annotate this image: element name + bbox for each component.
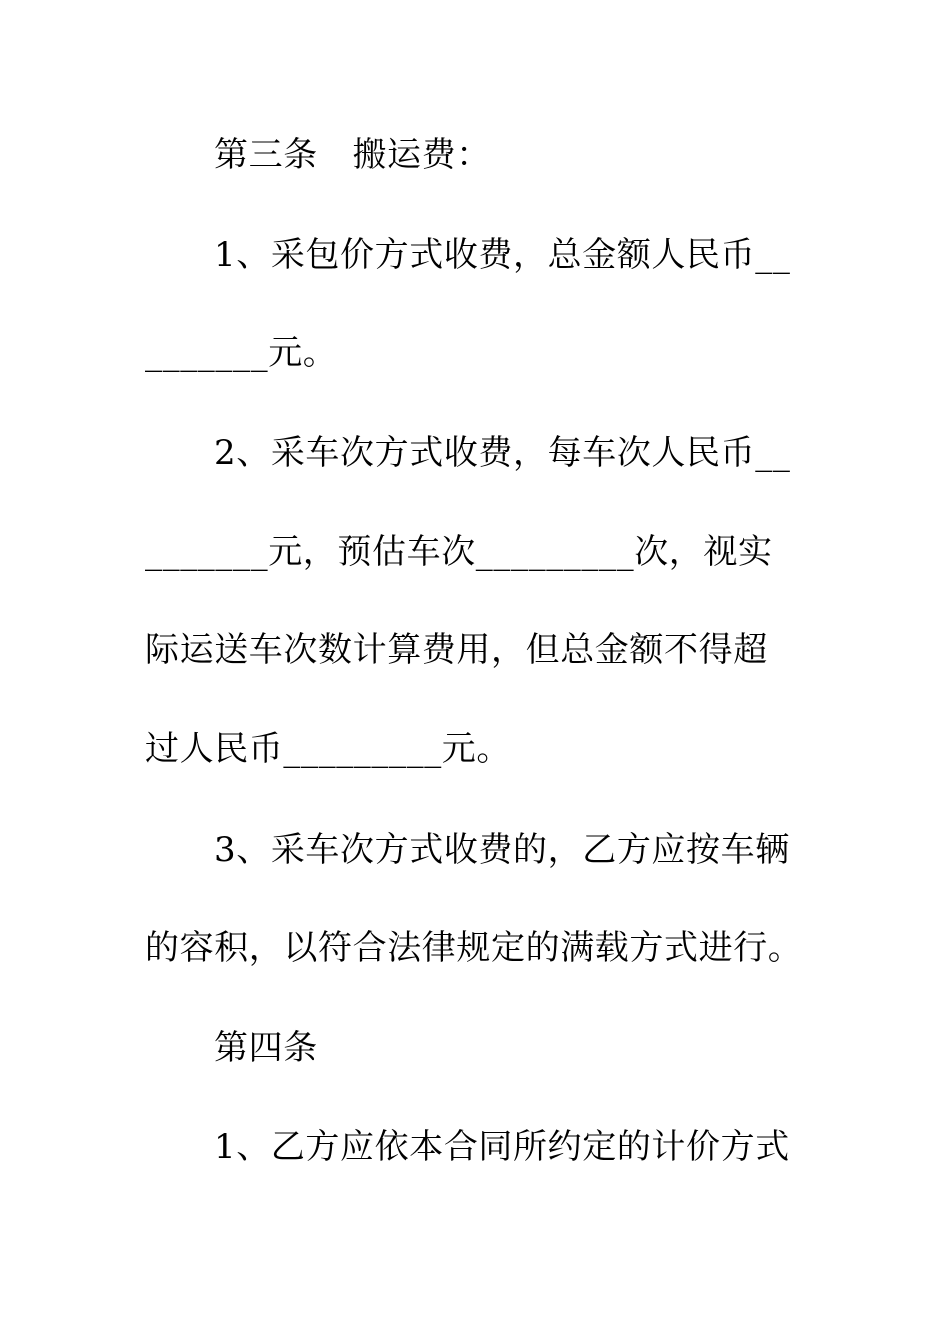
- clause-4-1-line-1: 1、乙方应依本合同所约定的计价方式: [214, 1127, 790, 1167]
- clause-3-3-line-2: 的容积，以符合法律规定的满载方式进行。: [145, 928, 803, 968]
- clause-3-2-line-3: 际运送车次数计算费用，但总金额不得超: [145, 630, 768, 670]
- article-3-heading: 第三条 搬运费：: [214, 135, 491, 175]
- clause-3-2-line-2: _______元，预估车次_________次，视实: [145, 532, 773, 572]
- clause-3-2-line-4: 过人民币_________元。: [145, 729, 511, 769]
- clause-3-1-line-2: _______元。: [145, 333, 338, 373]
- clause-3-2-line-1: 2、采车次方式收费，每车次人民币__: [214, 433, 791, 473]
- clause-3-3-line-1: 3、采车次方式收费的，乙方应按车辆: [214, 830, 790, 870]
- article-4-heading: 第四条: [214, 1028, 318, 1068]
- clause-3-1-line-1: 1、采包价方式收费，总金额人民币__: [214, 235, 791, 275]
